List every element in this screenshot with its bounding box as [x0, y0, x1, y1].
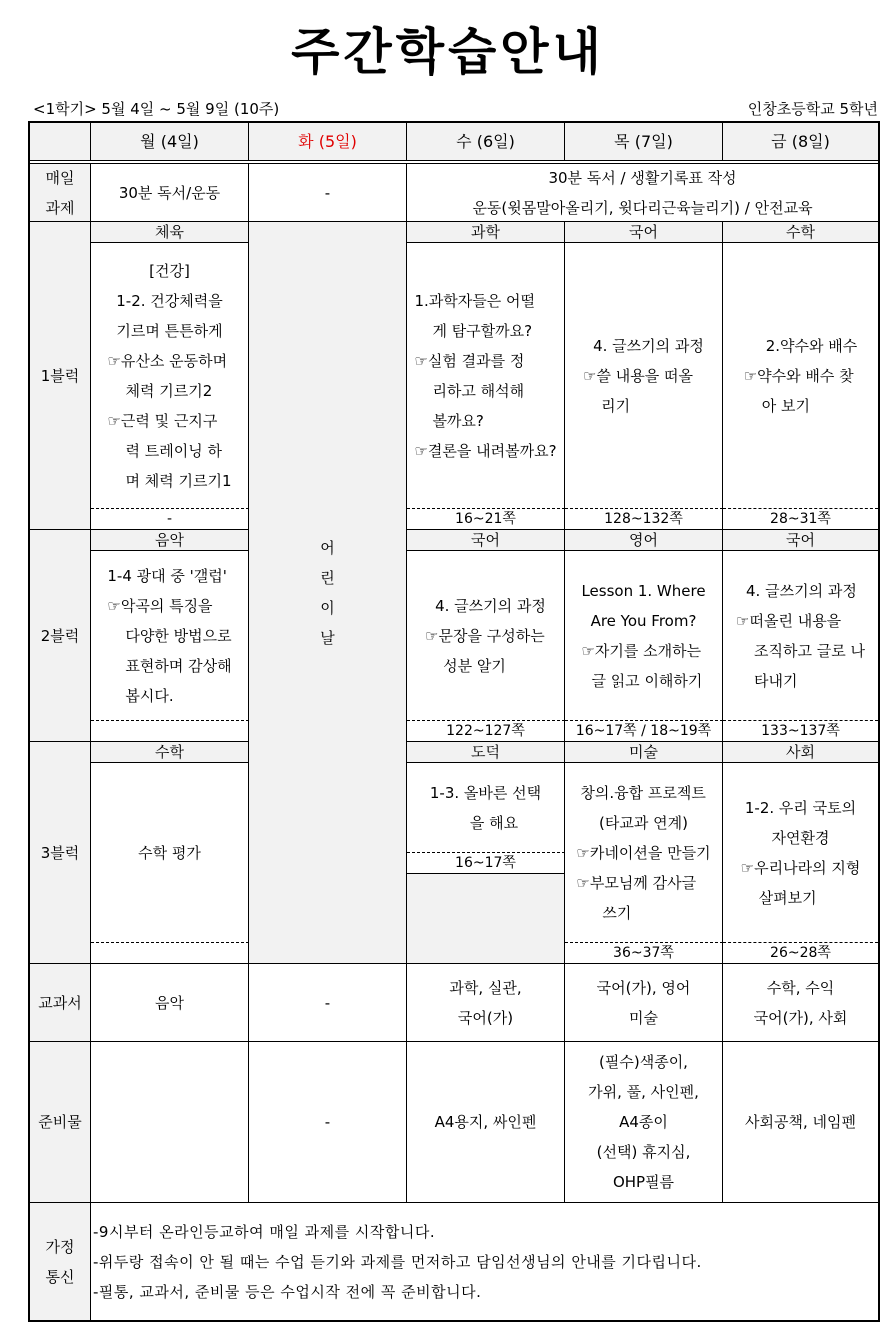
row-label-daily: 매일 과제 [30, 164, 91, 222]
materials-wed: A4용지, 싸인펜 [407, 1042, 565, 1203]
daily-rest [407, 164, 878, 222]
row-label-materials: 준비물 [30, 1042, 91, 1203]
textbook-mon: 음악 [91, 964, 249, 1042]
block3-wed-lines: 1-3. 올바른 선택 을 해요 [429, 783, 542, 832]
block3-thu-page: 36~37쪽 [565, 942, 723, 964]
block1-wed-subject: 과학 [407, 222, 565, 243]
block1-mon-page: - [91, 508, 249, 530]
row-label-block2: 2블럭 [30, 530, 91, 742]
block3-mon-content [91, 763, 249, 942]
textbook-tue: - [249, 964, 407, 1042]
block1-mon-content [91, 243, 249, 508]
header-thu: 목 (7일) [565, 123, 723, 161]
materials-fri: 사회공책, 네임펜 [723, 1042, 878, 1203]
daily-rest-line1: 30분 독서 / 생활기록표 작성 [548, 168, 737, 187]
home-note-1: -9시부터 온라인등교하여 매일 과제를 시작합니다. [93, 1223, 436, 1241]
block2-thu-content [565, 551, 723, 720]
block1-thu-lines: 4. 글쓰기의 과정 ☞쓸 내용을 떠올 리기 [583, 336, 704, 415]
block3-fri-content [723, 763, 878, 942]
block2-thu-subject: 영어 [565, 530, 723, 551]
block2-fri-lines: 4. 글쓰기의 과정 ☞떠올린 내용을 조직하고 글로 나 타내기 [736, 581, 865, 690]
textbook-wed: 과학, 실관, 국어(가) [407, 964, 565, 1042]
block1-fri-subject: 수학 [723, 222, 878, 243]
block1-thu-subject: 국어 [565, 222, 723, 243]
block2-thu-page: 16~17쪽 / 18~19쪽 [565, 720, 723, 742]
row-label-block3: 3블럭 [30, 742, 91, 964]
header-corner [30, 123, 91, 161]
textbook-thu: 국어(가), 영어 미술 [565, 964, 723, 1042]
materials-tue: - [249, 1042, 407, 1203]
block2-mon-page [91, 720, 249, 742]
block1-fri-lines: 2.약수와 배수 ☞약수와 배수 찾 아 보기 [743, 336, 858, 415]
header-fri: 금 (8일) [723, 123, 878, 161]
row-label-home: 가정 통신 [30, 1203, 91, 1320]
daily-tue: - [249, 164, 407, 222]
block2-mon-lines: 1-4 광대 중 '갤럽' ☞악곡의 특징을 다양한 방법으로 표현하며 감상해 봅시다. [107, 566, 232, 705]
block3-fri-subject: 사회 [723, 742, 878, 763]
materials-thu: (필수)색종이, 가위, 풀, 사인펜, A4종이 (선택) 휴지심, OHP필름 [565, 1042, 723, 1203]
holiday-cell: 어 린 이 날 [249, 222, 407, 964]
block1-wed-content [407, 243, 565, 508]
daily-rest-line2: 운동(윗몸말아올리기, 윗다리근육늘리기) / 안전교육 [472, 198, 813, 217]
block3-wed-page: 16~17쪽 [407, 852, 565, 874]
block3-fri-page: 26~28쪽 [723, 942, 878, 964]
block2-wed-subject: 국어 [407, 530, 565, 551]
school-label: 인창초등학교 5학년 [747, 100, 878, 118]
block2-wed-page: 122~127쪽 [407, 720, 565, 742]
block1-mon-lines: [건강] 1-2. 건강체력을 기르며 튼튼하게 ☞유산소 운동하며 체력 기르기2 ☞근력 및 근지구 력 트레이닝 하 며 체력 기르기1 [107, 261, 232, 490]
block1-wed-page: 16~21쪽 [407, 508, 565, 530]
home-note-2: -위두랑 접속이 안 될 때는 수업 듣기와 과제를 먼저하고 담임선생님의 안내를 기다립니다. [93, 1253, 702, 1271]
header-wed: 수 (6일) [407, 123, 565, 161]
block3-mon-subject: 수학 [91, 742, 249, 763]
block1-fri-page: 28~31쪽 [723, 508, 878, 530]
block3-mon-line: 수학 평가 [138, 843, 201, 862]
block1-mon-subject: 체육 [91, 222, 249, 243]
period-label: <1학기> 5월 4일 ~ 5월 9일 (10주) [33, 100, 280, 118]
block3-wed-content [407, 763, 565, 852]
block3-mon-page [91, 942, 249, 964]
block3-thu-content [565, 763, 723, 942]
block2-wed-content [407, 551, 565, 720]
home-notes [90, 1203, 880, 1322]
block3-thu-lines: 창의.융합 프로젝트 (타교과 연계) ☞카네이션을 만들기 ☞부모님께 감사글 쓰기 [576, 783, 711, 922]
block1-thu-content [565, 243, 723, 508]
row-label-block1: 1블럭 [30, 222, 91, 530]
header-tue: 화 (5일) [249, 123, 407, 161]
header-mon: 월 (4일) [91, 123, 249, 161]
block3-wed-subject: 도덕 [407, 742, 565, 763]
block3-fri-lines: 1-2. 우리 국토의 자연환경 ☞우리나라의 지형 살펴보기 [740, 798, 861, 907]
block1-wed-lines: 1.과학자들은 어떨 게 탐구할까요? ☞실험 결과를 정 리하고 해석해 볼까요? ☞결론을 내려볼까요? [414, 291, 557, 460]
textbook-fri: 수학, 수익 국어(가), 사회 [723, 964, 878, 1042]
block2-fri-content [723, 551, 878, 720]
block2-fri-page: 133~137쪽 [723, 720, 878, 742]
page-title: 주간학습안내 [291, 23, 605, 81]
block2-wed-lines: 4. 글쓰기의 과정 ☞문장을 구성하는 성분 알기 [425, 596, 546, 675]
daily-mon: 30분 독서/운동 [91, 164, 249, 222]
materials-mon [91, 1042, 249, 1203]
block1-thu-page: 128~132쪽 [565, 508, 723, 530]
block2-mon-subject: 음악 [91, 530, 249, 551]
block2-mon-content [91, 551, 249, 720]
block2-fri-subject: 국어 [723, 530, 878, 551]
block2-thu-lines: Lesson 1. Where Are You From? ☞자기를 소개하는 글 읽고 이해하기 [581, 581, 706, 690]
block3-thu-subject: 미술 [565, 742, 723, 763]
block3-wed-empty [407, 874, 565, 964]
home-note-3: -필통, 교과서, 준비물 등은 수업시작 전에 꼭 준비합니다. [93, 1283, 482, 1301]
block1-fri-content [723, 243, 878, 508]
row-label-textbook: 교과서 [30, 964, 91, 1042]
